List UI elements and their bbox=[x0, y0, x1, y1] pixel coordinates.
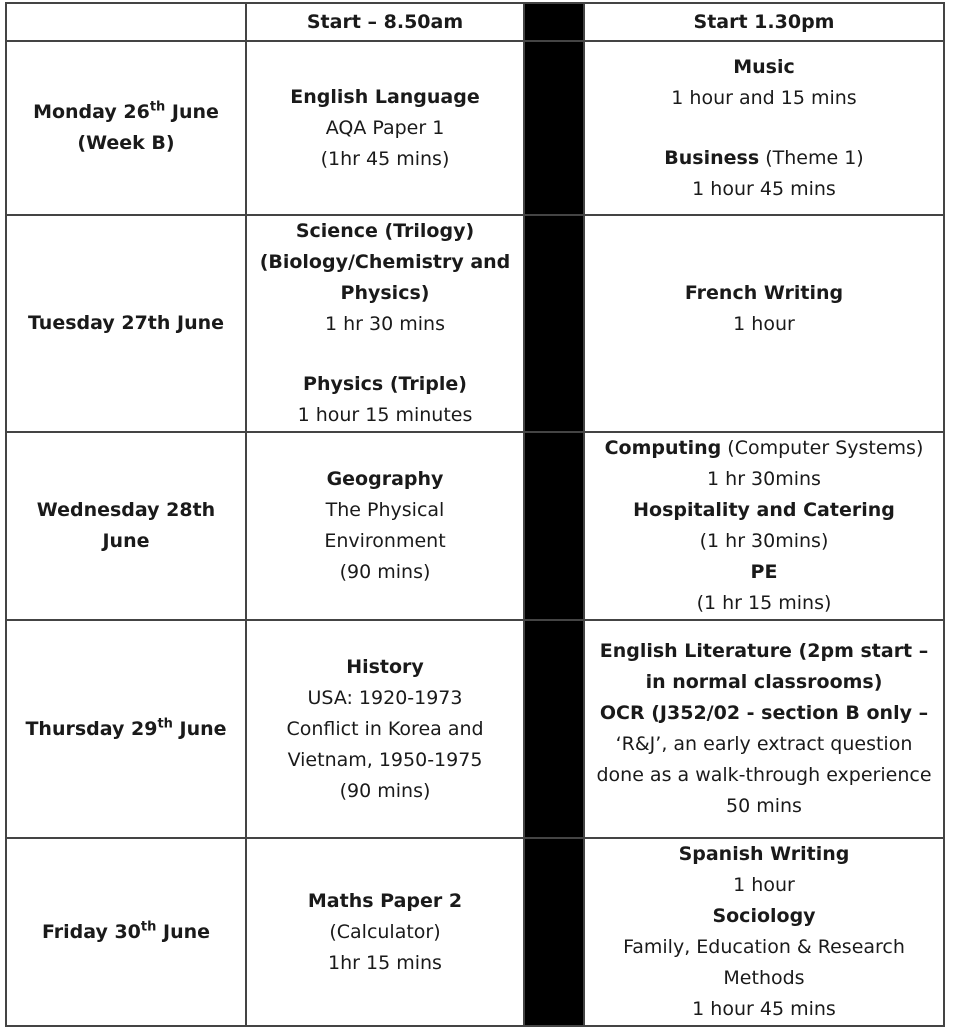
exam-detail: Family, Education & Research Methods bbox=[623, 936, 905, 989]
exam-duration: 1 hr 30 mins bbox=[325, 313, 445, 335]
day-cell: Monday 26th June (Week B) bbox=[6, 41, 246, 215]
exam-title: Sociology bbox=[712, 905, 816, 927]
table-row bbox=[6, 215, 944, 432]
exam-duration: (1hr 45 mins) bbox=[320, 147, 450, 170]
exam-title: Maths Paper 2 bbox=[307, 889, 463, 912]
exam-detail: Conflict in Korea and Vietnam, 1950-1975 bbox=[286, 717, 484, 771]
afternoon-exam-cell bbox=[584, 41, 944, 215]
exam-title: PE bbox=[750, 561, 778, 583]
empty-header-cell bbox=[6, 3, 246, 41]
exam-title: Computing bbox=[604, 437, 722, 459]
exam-duration: 1 hr 30mins bbox=[707, 468, 821, 490]
exam-title: Music bbox=[733, 55, 795, 78]
morning-exam-cell bbox=[246, 620, 524, 838]
separator-column bbox=[554, 41, 584, 215]
exam-title: Geography bbox=[326, 468, 444, 490]
afternoon-exam-cell bbox=[584, 620, 944, 838]
exam-duration: 1 hour bbox=[733, 313, 795, 335]
exam-title: Science (Trilogy) (Biology/Chemistry and Physics) bbox=[259, 220, 511, 304]
separator-column bbox=[554, 432, 584, 620]
exam-title: Hospitality and Catering bbox=[633, 499, 895, 521]
table-row bbox=[6, 620, 944, 838]
exam-title: French Writing bbox=[684, 282, 844, 304]
exam-detail: ‘R&J’, an early extract question done as a walk-through experience bbox=[596, 733, 932, 786]
day-cell: Friday 30th June bbox=[6, 838, 246, 1026]
exam-duration: 50 mins bbox=[726, 795, 802, 817]
separator-column bbox=[554, 3, 584, 41]
exam-detail: AQA Paper 1 bbox=[325, 116, 445, 139]
exam-duration: 1 hour 15 minutes bbox=[297, 404, 473, 426]
exam-title: Physics (Triple) bbox=[303, 373, 467, 395]
separator-column bbox=[554, 620, 584, 838]
morning-start-header: Start – 8.50am bbox=[246, 3, 524, 41]
separator-column bbox=[524, 620, 554, 838]
separator-column bbox=[524, 41, 554, 215]
separator-column bbox=[524, 838, 554, 1026]
table-row bbox=[6, 41, 944, 215]
exam-duration: (1 hr 15 mins) bbox=[696, 592, 832, 614]
table-row bbox=[6, 838, 944, 1026]
exam-duration: (90 mins) bbox=[339, 779, 431, 802]
exam-detail: (Calculator) bbox=[329, 920, 441, 943]
day-cell: Tuesday 27th June bbox=[6, 215, 246, 432]
exam-duration: 1 hour bbox=[733, 874, 795, 896]
exam-duration: 1 hour and 15 mins bbox=[671, 86, 857, 109]
day-cell: Wednesday 28th June bbox=[6, 432, 246, 620]
exam-note: (Computer Systems) bbox=[721, 437, 924, 459]
exam-duration: 1 hour 45 mins bbox=[692, 998, 836, 1020]
morning-exam-cell bbox=[246, 41, 524, 215]
exam-title: History bbox=[346, 655, 424, 678]
exam-subtitle: OCR (J352/02 - section B only – bbox=[599, 702, 929, 724]
exam-timetable bbox=[5, 2, 945, 1027]
afternoon-exam-cell bbox=[584, 838, 944, 1026]
separator-column bbox=[554, 215, 584, 432]
morning-exam-cell bbox=[246, 838, 524, 1026]
morning-exam-cell bbox=[246, 215, 524, 432]
exam-detail: USA: 1920-1973 bbox=[307, 686, 463, 709]
table-row bbox=[6, 432, 944, 620]
afternoon-exam-cell bbox=[584, 432, 944, 620]
exam-duration: 1 hour 45 mins bbox=[692, 177, 836, 200]
exam-title: Spanish Writing bbox=[678, 843, 850, 865]
separator-column bbox=[524, 215, 554, 432]
exam-title: English Language bbox=[290, 85, 480, 108]
morning-exam-cell bbox=[246, 432, 524, 620]
separator-column bbox=[524, 432, 554, 620]
exam-duration: 1hr 15 mins bbox=[328, 951, 442, 974]
exam-duration: (1 hr 30mins) bbox=[699, 530, 829, 552]
separator-column bbox=[524, 3, 554, 41]
exam-detail: The Physical Environment bbox=[324, 499, 446, 552]
exam-duration: (90 mins) bbox=[339, 561, 431, 583]
day-cell: Thursday 29th June bbox=[6, 620, 246, 838]
afternoon-exam-cell bbox=[584, 215, 944, 432]
exam-note: (Theme 1) bbox=[759, 146, 864, 169]
exam-title: Business bbox=[664, 146, 760, 169]
separator-column bbox=[554, 838, 584, 1026]
afternoon-start-header: Start 1.30pm bbox=[584, 3, 944, 41]
header-row bbox=[6, 3, 944, 41]
exam-title: English Literature (2pm start – in normal classrooms) bbox=[599, 640, 929, 693]
